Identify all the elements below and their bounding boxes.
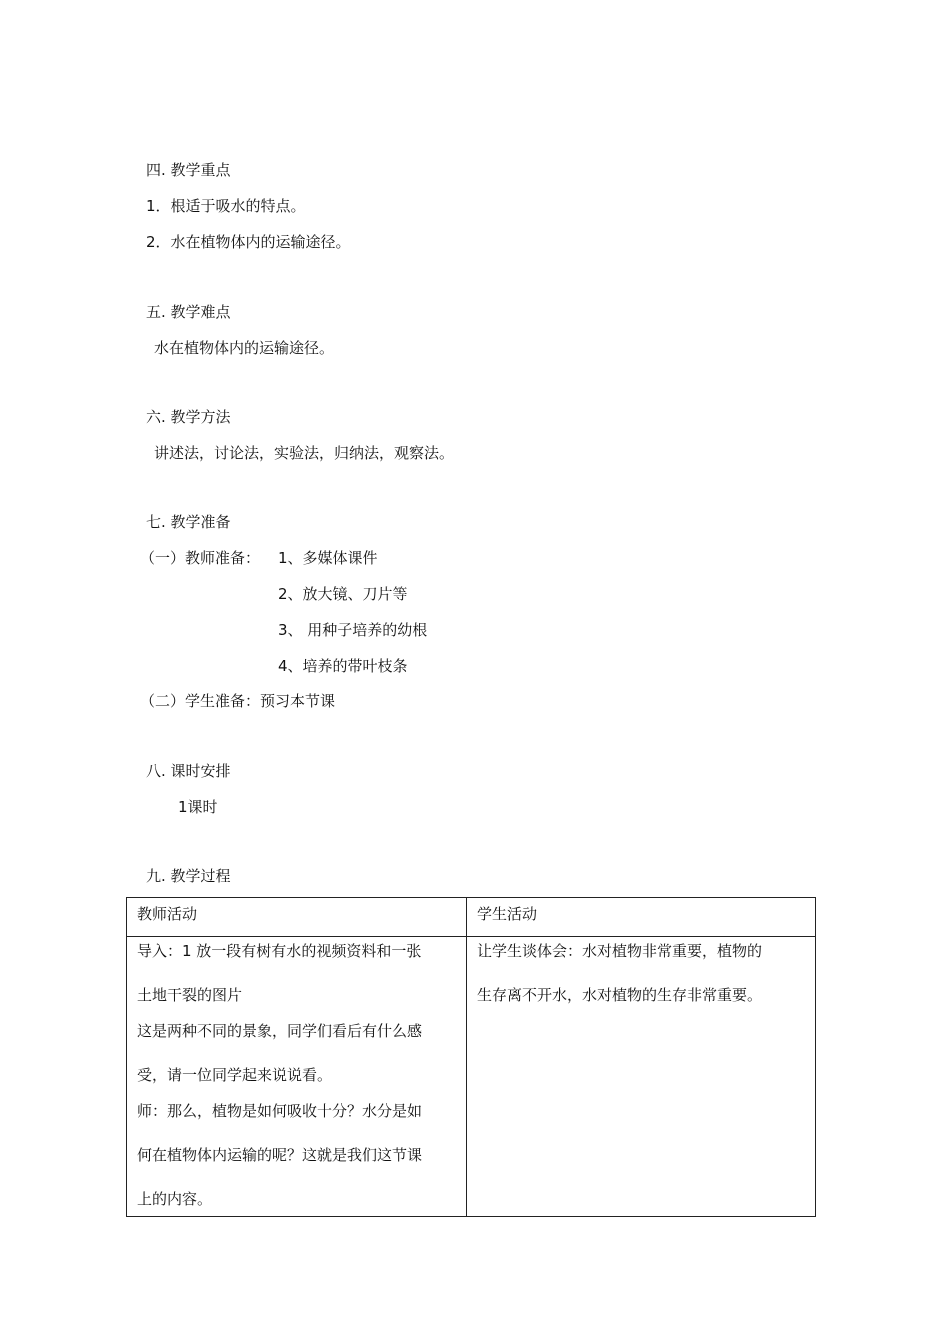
table-row [127, 937, 816, 1217]
teacher-activity-cell [127, 937, 467, 1217]
teaching-process-table [126, 897, 816, 1217]
teacher-prep-item-4: 4、培养的带叶枝条 [278, 657, 408, 675]
teacher-line: 何在植物体内运输的呢？这就是我们这节课 [137, 1146, 423, 1164]
section-heading-key-points: 四. 教学重点 [146, 161, 231, 179]
methods-text: 讲述法，讨论法，实验法，归纳法，观察法。 [154, 444, 455, 462]
teacher-prep-item-2: 2、放大镜、刀片等 [278, 585, 408, 603]
teacher-prep-item-1: 1、多媒体课件 [278, 549, 378, 567]
teacher-line: 受，请一位同学起来说说看。 [137, 1066, 333, 1084]
teacher-activity-header: 教师活动 [137, 905, 198, 923]
student-activity-cell [467, 937, 816, 1217]
table-header-row [127, 898, 816, 937]
difficulties-text: 水在植物体内的运输途径。 [154, 339, 335, 357]
section-heading-difficulties: 五. 教学难点 [146, 303, 231, 321]
student-activity-header: 学生活动 [477, 905, 538, 923]
student-preparation: （二）学生准备：预习本节课 [140, 692, 336, 710]
teacher-line: 土地干裂的图片 [137, 986, 243, 1004]
teacher-prep-item-3: 3、 用种子培养的幼根 [278, 621, 428, 639]
teacher-line: 上的内容。 [137, 1190, 213, 1208]
section-heading-process: 九. 教学过程 [146, 867, 231, 885]
key-point-item-1: 1．根适于吸水的特点。 [146, 197, 306, 215]
teacher-line: 导入：1 放一段有树有水的视频资料和一张 [137, 942, 422, 960]
teacher-line: 师：那么，植物是如何吸收十分？水分是如 [137, 1102, 423, 1120]
table-header-cell [127, 898, 467, 937]
schedule-text: 1课时 [178, 798, 218, 816]
key-point-item-2: 2．水在植物体内的运输途径。 [146, 233, 351, 251]
teacher-line: 这是两种不同的景象，同学们看后有什么感 [137, 1022, 423, 1040]
teacher-preparation-label: （一）教师准备： [140, 549, 261, 567]
section-heading-schedule: 八. 课时安排 [146, 762, 231, 780]
student-line: 生存离不开水，水对植物的生存非常重要。 [477, 986, 763, 1004]
student-line: 让学生谈体会：水对植物非常重要，植物的 [477, 942, 763, 960]
section-heading-preparation: 七. 教学准备 [146, 513, 231, 531]
section-heading-methods: 六. 教学方法 [146, 408, 231, 426]
table-header-cell [467, 898, 816, 937]
